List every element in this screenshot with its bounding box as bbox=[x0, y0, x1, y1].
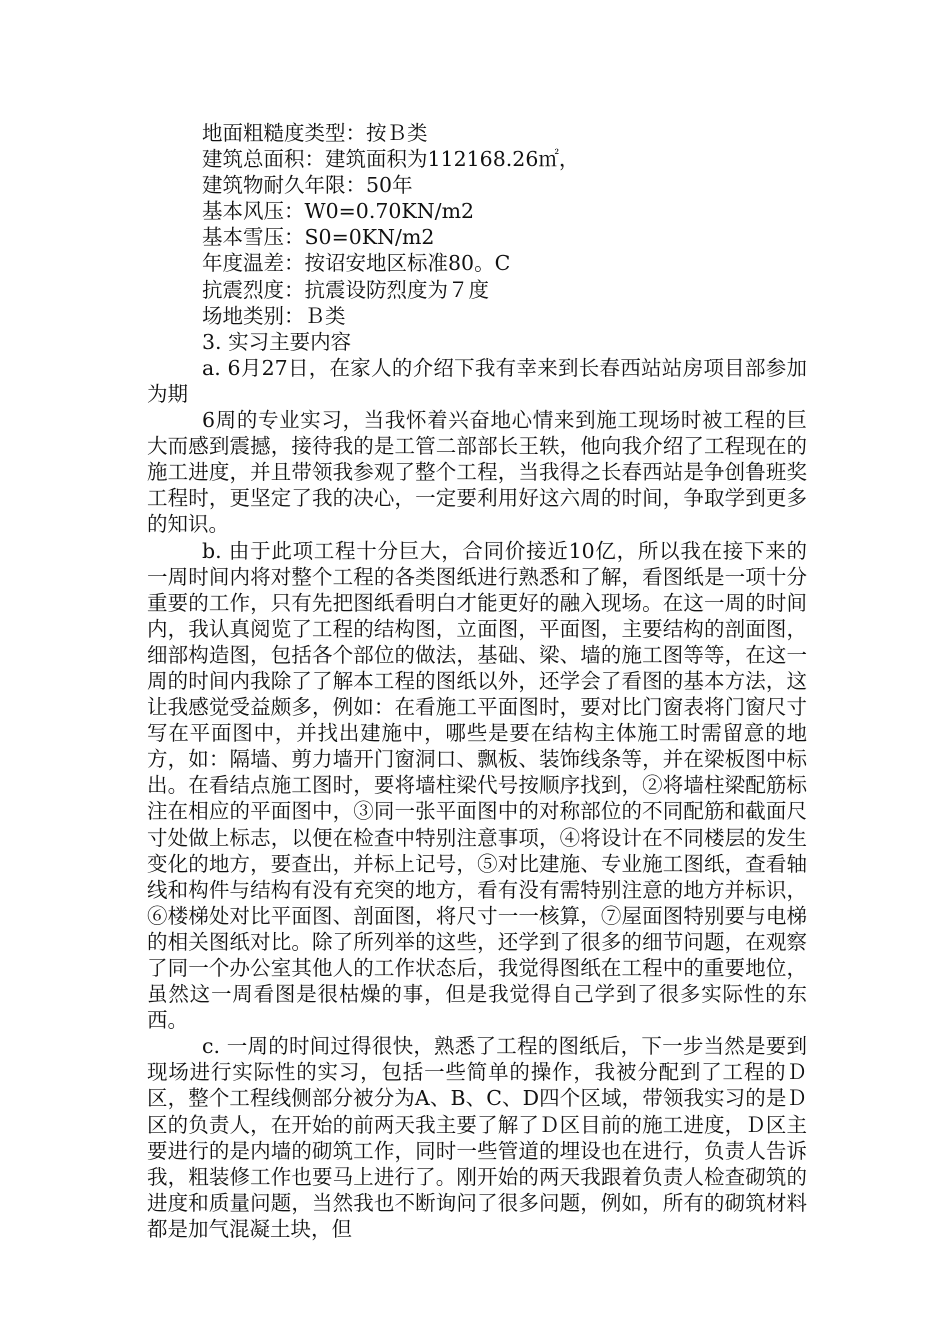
param-line: 地面粗糙度类型：按Ｂ类 bbox=[202, 121, 428, 145]
paragraph: 6周的专业实习，当我怀着兴奋地心情来到施工现场时被工程的巨大而感到震撼，接待我的是工管二部部长王轶，他向我介绍了工程现在的施工进度，并且带领我参观了整个工程，当我得之长春西站是争创鲁班奖工程时，更坚定了我的决心，一定要利用好这六周的时间，争取学到更多的知识。 bbox=[147, 408, 807, 537]
param-line: 场地类别：Ｂ类 bbox=[202, 303, 346, 328]
param-line: 抗震烈度：抗震设防烈度为７度 bbox=[202, 277, 489, 302]
param-line: 建筑物耐久年限：50年 bbox=[202, 173, 413, 198]
paragraph: c. 一周的时间过得很快，熟悉了工程的图纸后，下一步当然是要到现场进行实际性的实习，包括一些简单的操作，我被分配到了工程的Ｄ区，整个工程线侧部分被分为A、B、C、D四个区域，带领我实习的是Ｄ区的负责人，在开始的前两天我主要了解了Ｄ区目前的施工进度，Ｄ区主要进行的是内墙的砌筑工作，同时一些管道的埋设也在进行，负责人告诉我，粗装修工作也要马上进行了。刚开始的两天我跟着负责人检查砌筑的进度和质量问题，当然我也不断询问了很多问题，例如，所有的砌筑材料都是加气混凝土块，但 bbox=[147, 1034, 807, 1241]
param-line: 基本风压：W0=0.70KN/m2 bbox=[202, 199, 475, 224]
param-line: 年度温差：按诏安地区标准80。C bbox=[202, 251, 511, 276]
paragraph: a. 6月27日，在家人的介绍下我有幸来到长春西站站房项目部参加为期 bbox=[147, 355, 807, 406]
param-line: 建筑总面积：建筑面积为112168.26㎡， bbox=[202, 147, 580, 172]
section-heading: 3. 实习主要内容 bbox=[202, 329, 352, 354]
param-line: 基本雪压：S0=0KN/m2 bbox=[202, 225, 435, 250]
document-page bbox=[147, 120, 807, 1242]
paragraph: b. 由于此项工程十分巨大，合同价接近10亿，所以我在接下来的一周时间内将对整个工程的各类图纸进行熟悉和了解，看图纸是一项十分重要的工作，只有先把图纸看明白才能更好的融入现场。在这一周的时间内，我认真阅览了工程的结构图，立面图，平面图，主要结构的剖面图，细部构造图，包括各个部位的做法，基础、梁、墙的施工图等等，在这一周的时间内我除了了解本工程的图纸以外，还学会了看图的基本方法，这让我感觉受益颇多，例如：在看施工平面图时，要对比门窗表将门窗尺寸写在平面图中，并找出建施中，哪些是要在结构主体施工时需留意的地方，如：隔墙、剪力墙开门窗洞口、飘板、装饰线条等，并在梁板图中标出。在看结点施工图时，要将墙柱梁代号按顺序找到，②将墙柱梁配筋标注在相应的平面图中，③同一张平面图中的对称部位的不同配筋和截面尺寸处做上标志，以便在检查中特别注意事项，④将设计在不同楼层的发生变化的地方，要查出，并标上记号，⑤对比建施、专业施工图纸，查看轴线和构件与结构有没有充突的地方，看有没有需特别注意的地方并标识，⑥楼梯处对比平面图、剖面图，将尺寸一一核算，⑦屋面图特别要与电梯的相关图纸对比。除了所列举的这些，还学到了很多的细节问题，在观察了同一个办公室其他人的工作状态后，我觉得图纸在工程中的重要地位，虽然这一周看图是很枯燥的事，但是我觉得自己学到了很多实际性的东西。 bbox=[147, 538, 807, 1033]
